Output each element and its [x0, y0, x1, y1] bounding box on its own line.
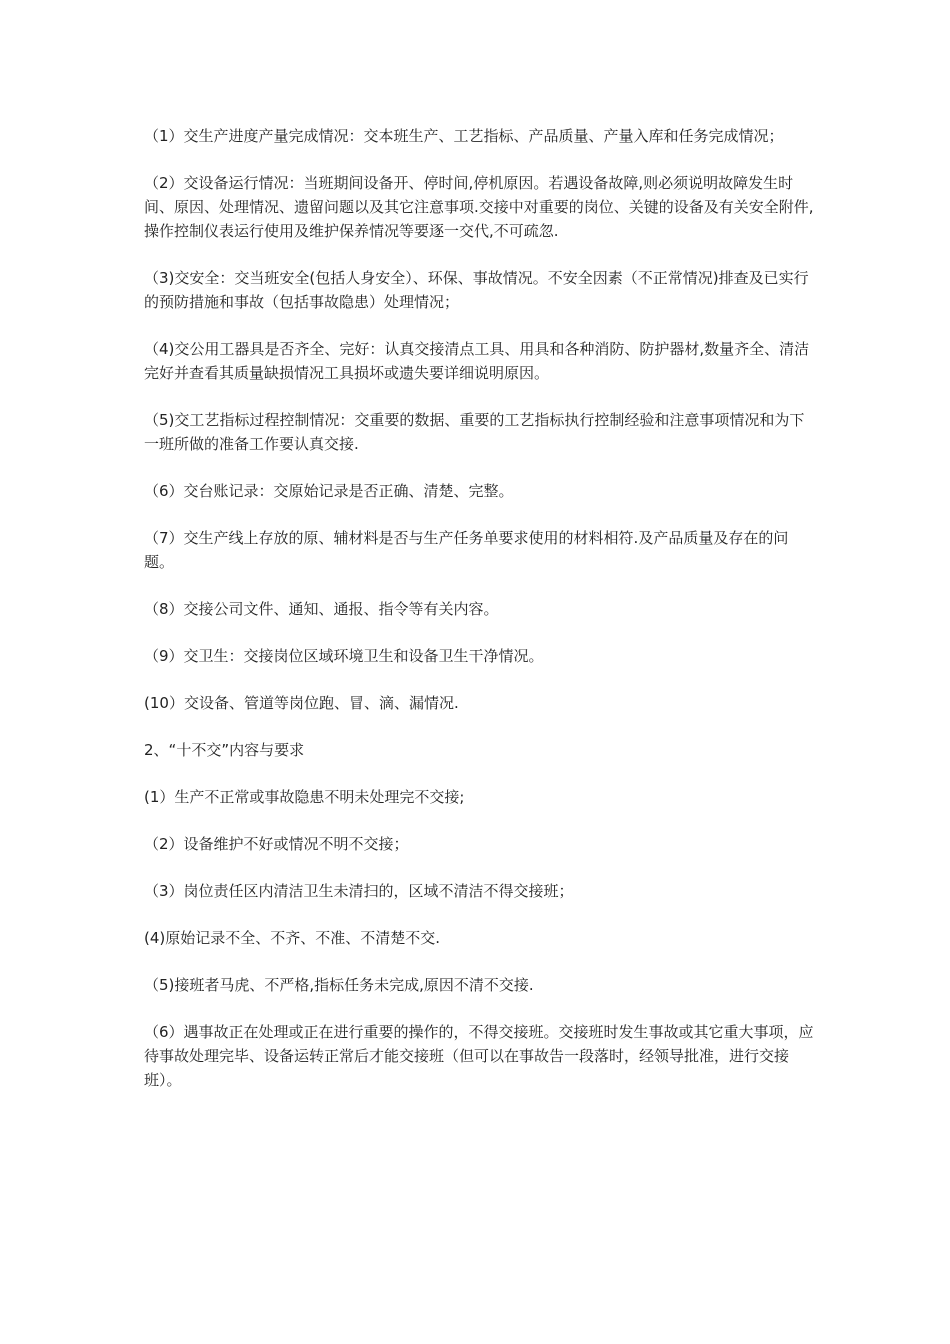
paragraph-17: （6）遇事故正在处理或正在进行重要的操作的，不得交接班。交接班时发生事故或其它重大事项，应待事故处理完毕、设备运转正常后才能交接班（但可以在事故告一段落时，经领导批准，进行交接班）。 [144, 1023, 814, 1089]
paragraph-6: （6）交台账记录：交原始记录是否正确、清楚、完整。 [144, 482, 514, 500]
paragraph-14: （3）岗位责任区内清洁卫生未清扫的，区域不清洁不得交接班； [144, 882, 574, 900]
paragraph-2: （2）交设备运行情况：当班期间设备开、停时间,停机原因。若遇设备故障,则必须说明故障发生时间、原因、处理情况、遗留问题以及其它注意事项.交接中对重要的岗位、关键的设备及有关安全附件,操作控制仪表运行使用及维护保养情况等要逐一交代,不可疏忽. [144, 174, 814, 240]
paragraph-1: （1）交生产进度产量完成情况：交本班生产、工艺指标、产品质量、产量入库和任务完成情况； [144, 127, 784, 145]
paragraph-9: （9）交卫生：交接岗位区域环境卫生和设备卫生干净情况。 [144, 647, 544, 665]
paragraph-16: （5)接班者马虎、不严格,指标任务未完成,原因不清不交接. [144, 976, 534, 994]
paragraph-10: (10）交设备、管道等岗位跑、冒、滴、漏情况. [144, 694, 459, 712]
document-body [144, 124, 816, 1115]
paragraph-3: （3)交安全：交当班安全(包括人身安全）、环保、事故情况。不安全因素（不正常情况)排查及已实行的预防措施和事故（包括事故隐患）处理情况； [144, 269, 809, 311]
paragraph-5: （5)交工艺指标过程控制情况：交重要的数据、重要的工艺指标执行控制经验和注意事项情况和为下一班所做的准备工作要认真交接. [144, 411, 805, 453]
paragraph-15: (4)原始记录不全、不齐、不准、不清楚不交. [144, 929, 441, 947]
paragraph-12: (1）生产不正常或事故隐患不明未处理完不交接; [144, 788, 465, 806]
paragraph-8: （8）交接公司文件、通知、通报、指令等有关内容。 [144, 600, 499, 618]
paragraph-7: （7）交生产线上存放的原、辅材料是否与生产任务单要求使用的材料相符.及产品质量及存在的问题。 [144, 529, 789, 571]
paragraph-13: （2）设备维护不好或情况不明不交接； [144, 835, 409, 853]
section-heading: 2、“十不交”内容与要求 [144, 741, 305, 759]
paragraph-4: （4)交公用工器具是否齐全、完好：认真交接清点工具、用具和各种消防、防护器材,数量齐全、清洁完好并查看其质量缺损情况工具损坏或遗失要详细说明原因。 [144, 340, 810, 382]
